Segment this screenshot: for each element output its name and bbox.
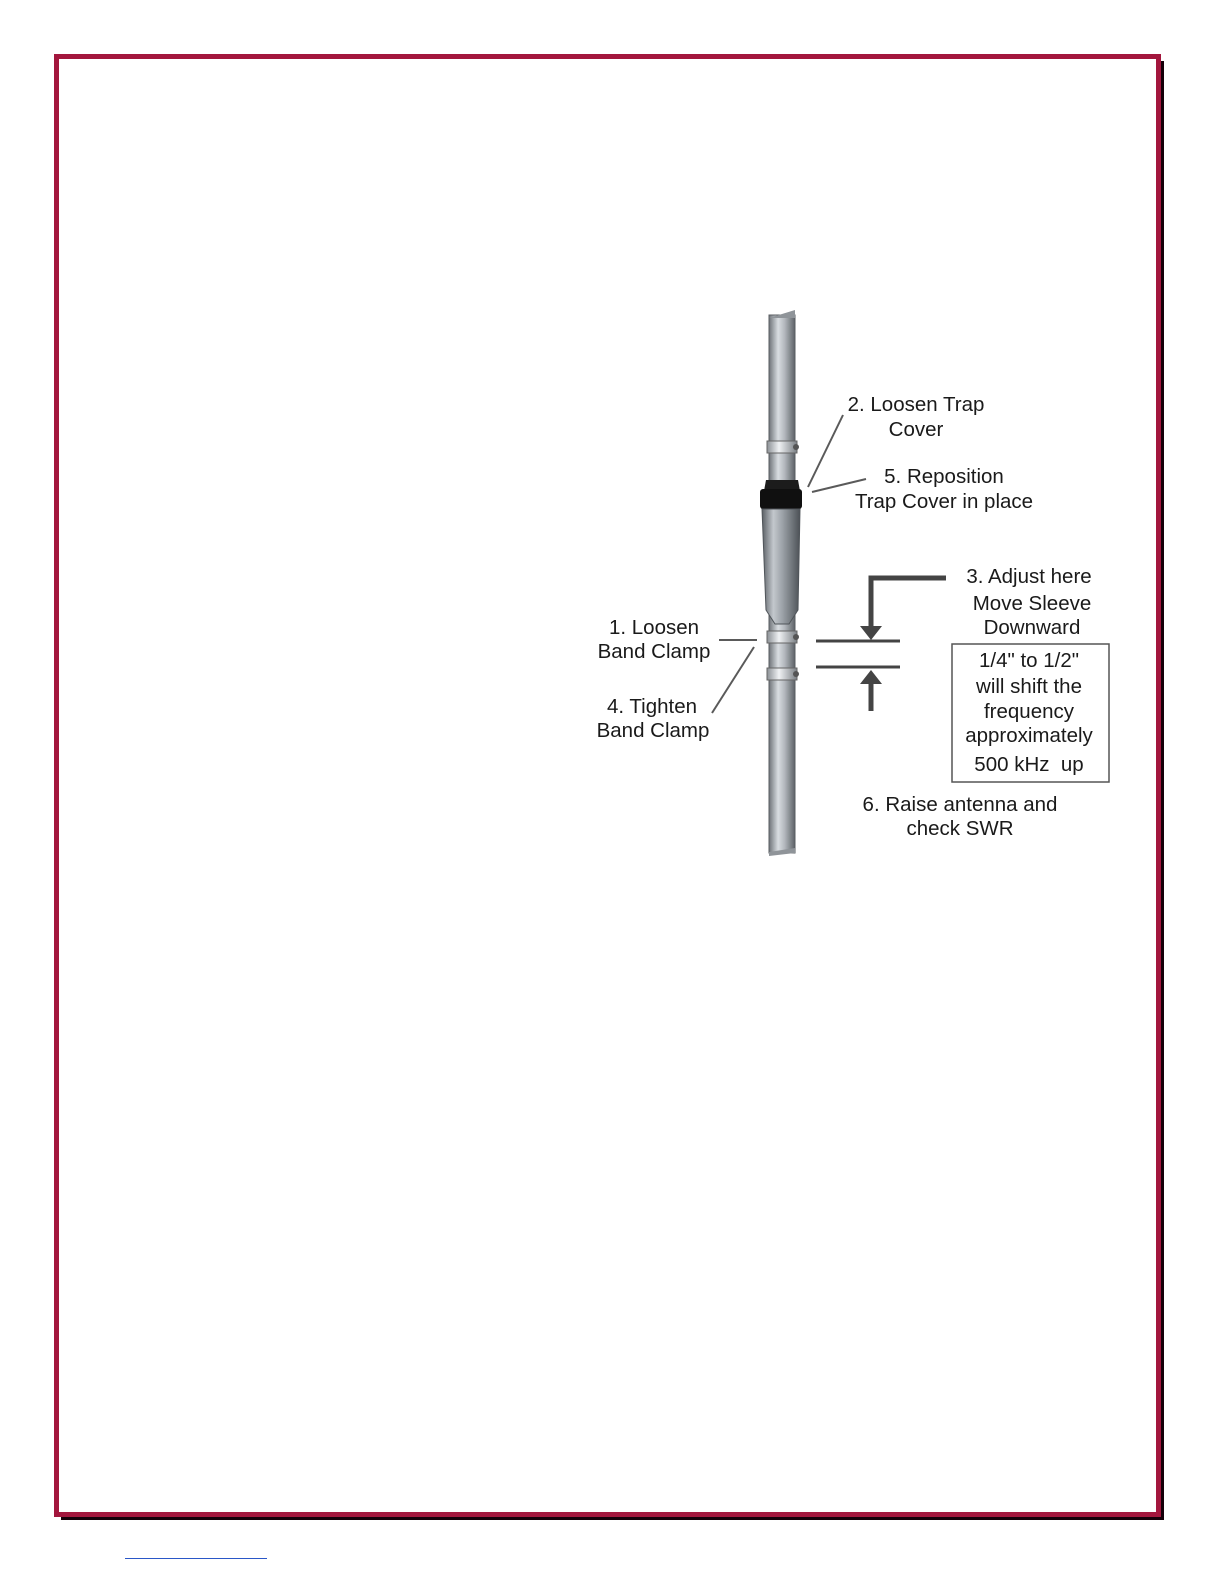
svg-text:1. Loosen: 1. Loosen bbox=[608, 616, 700, 639]
svg-text:Cover: Cover bbox=[888, 418, 944, 441]
label-step6 bbox=[863, 793, 1058, 840]
svg-text:3. Adjust here: 3. Adjust here bbox=[966, 565, 1092, 588]
leader-line-step4 bbox=[712, 647, 754, 713]
svg-text:frequency: frequency bbox=[983, 700, 1075, 723]
middle-band-clamp bbox=[767, 631, 799, 643]
svg-text:2. Loosen Trap: 2. Loosen Trap bbox=[847, 393, 985, 416]
gap-indicator bbox=[816, 578, 946, 711]
svg-text:4. Tighten: 4. Tighten bbox=[606, 695, 698, 718]
svg-text:Move Sleeve: Move Sleeve bbox=[972, 592, 1092, 615]
svg-text:1/4" to 1/2": 1/4" to 1/2" bbox=[978, 649, 1080, 672]
down-arrow-icon bbox=[860, 626, 882, 640]
svg-text:5. Reposition: 5. Reposition bbox=[884, 465, 1004, 488]
upper-band-clamp bbox=[767, 441, 799, 453]
label-step5 bbox=[855, 465, 1033, 513]
up-arrow-icon bbox=[860, 670, 882, 684]
svg-text:approximately: approximately bbox=[965, 724, 1093, 747]
label-step4 bbox=[597, 695, 710, 742]
svg-text:Band Clamp: Band Clamp bbox=[597, 640, 711, 663]
svg-text:500 kHz up: 500 kHz up bbox=[974, 753, 1084, 776]
svg-text:check SWR: check SWR bbox=[906, 817, 1014, 840]
svg-text:Band Clamp: Band Clamp bbox=[596, 719, 710, 742]
leader-line-step2 bbox=[808, 415, 843, 487]
svg-text:Trap Cover in place: Trap Cover in place bbox=[854, 490, 1034, 513]
label-step3 bbox=[966, 565, 1091, 639]
label-step2 bbox=[848, 393, 985, 441]
trap-cover bbox=[760, 480, 802, 509]
svg-text:6. Raise antenna and: 6. Raise antenna and bbox=[862, 793, 1058, 816]
lower-band-clamp bbox=[767, 668, 799, 680]
svg-text:will shift the: will shift the bbox=[976, 675, 1082, 698]
svg-text:Downward: Downward bbox=[983, 616, 1081, 639]
label-step1 bbox=[598, 616, 711, 663]
trap-sleeve bbox=[762, 509, 800, 624]
